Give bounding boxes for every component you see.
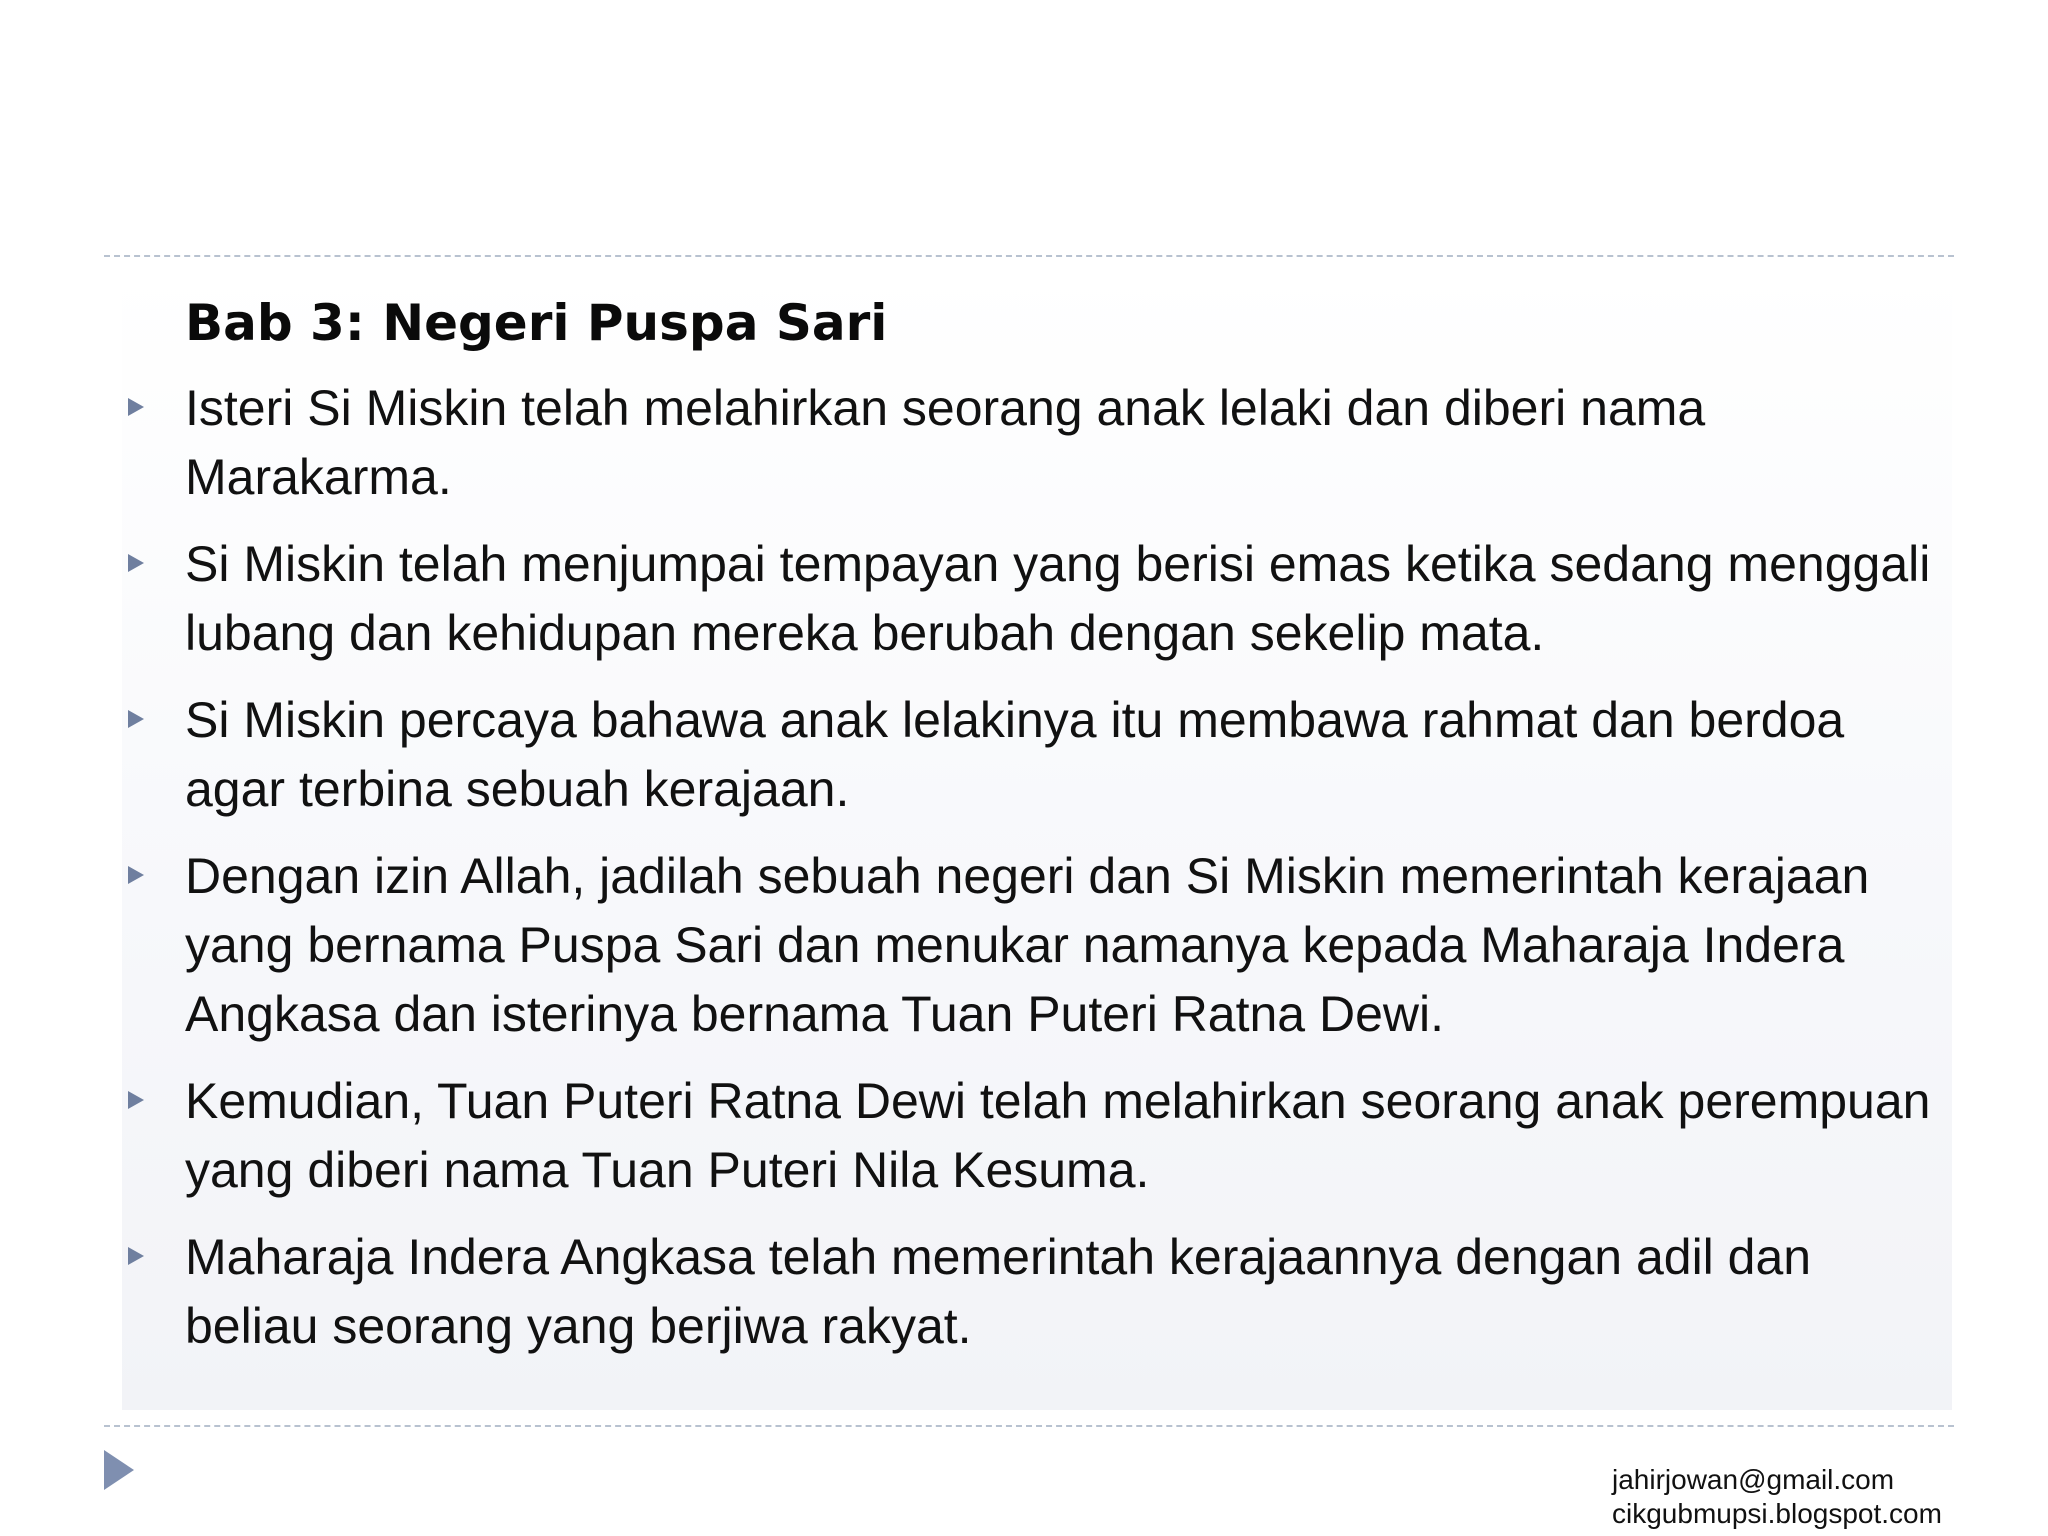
footer-credits: [1612, 1463, 1942, 1531]
bottom-divider: [104, 1425, 1954, 1427]
triangle-bullet-icon: [128, 554, 144, 572]
triangle-bullet-icon: [128, 710, 144, 728]
bullet-item: [124, 842, 1954, 1049]
bullet-list: [124, 374, 1954, 1379]
bullet-item: [124, 374, 1954, 512]
slide-heading: Bab 3: Negeri Puspa Sari: [185, 294, 888, 352]
bullet-item: [124, 686, 1954, 824]
triangle-bullet-icon: [128, 398, 144, 416]
triangle-bullet-icon: [128, 866, 144, 884]
bullet-text: Maharaja Indera Angkasa telah memerintah kerajaannya dengan adil dan beliau seorang yang berjiwa rakyat.: [185, 1229, 1812, 1354]
footer-blog: cikgubmupsi.blogspot.com: [1612, 1498, 1942, 1529]
footer-email: jahirjowan@gmail.com: [1612, 1464, 1895, 1495]
triangle-bullet-icon: [128, 1247, 144, 1265]
bullet-item: [124, 530, 1954, 668]
bullet-text: Isteri Si Miskin telah melahirkan seorang anak lelaki dan diberi nama Marakarma.: [185, 380, 1706, 505]
bullet-text: Kemudian, Tuan Puteri Ratna Dewi telah melahirkan seorang anak perempuan yang diberi nama Tuan Puteri Nila Kesuma.: [185, 1073, 1931, 1198]
bullet-item: [124, 1223, 1954, 1361]
bullet-item: [124, 1067, 1954, 1205]
bullet-text: Dengan izin Allah, jadilah sebuah negeri dan Si Miskin memerintah kerajaan yang bernama Puspa Sari dan menukar namanya kepada Maharaja Indera Angkasa dan isterinya bernama Tuan Puteri Ratna Dewi.: [185, 848, 1870, 1042]
top-divider: [104, 255, 1954, 257]
bullet-text: Si Miskin percaya bahawa anak lelakinya itu membawa rahmat dan berdoa agar terbina sebuah kerajaan.: [185, 692, 1845, 817]
play-triangle-icon[interactable]: [104, 1450, 134, 1490]
bullet-text: Si Miskin telah menjumpai tempayan yang berisi emas ketika sedang menggali lubang dan kehidupan mereka berubah dengan sekelip mata.: [185, 536, 1931, 661]
triangle-bullet-icon: [128, 1091, 144, 1109]
